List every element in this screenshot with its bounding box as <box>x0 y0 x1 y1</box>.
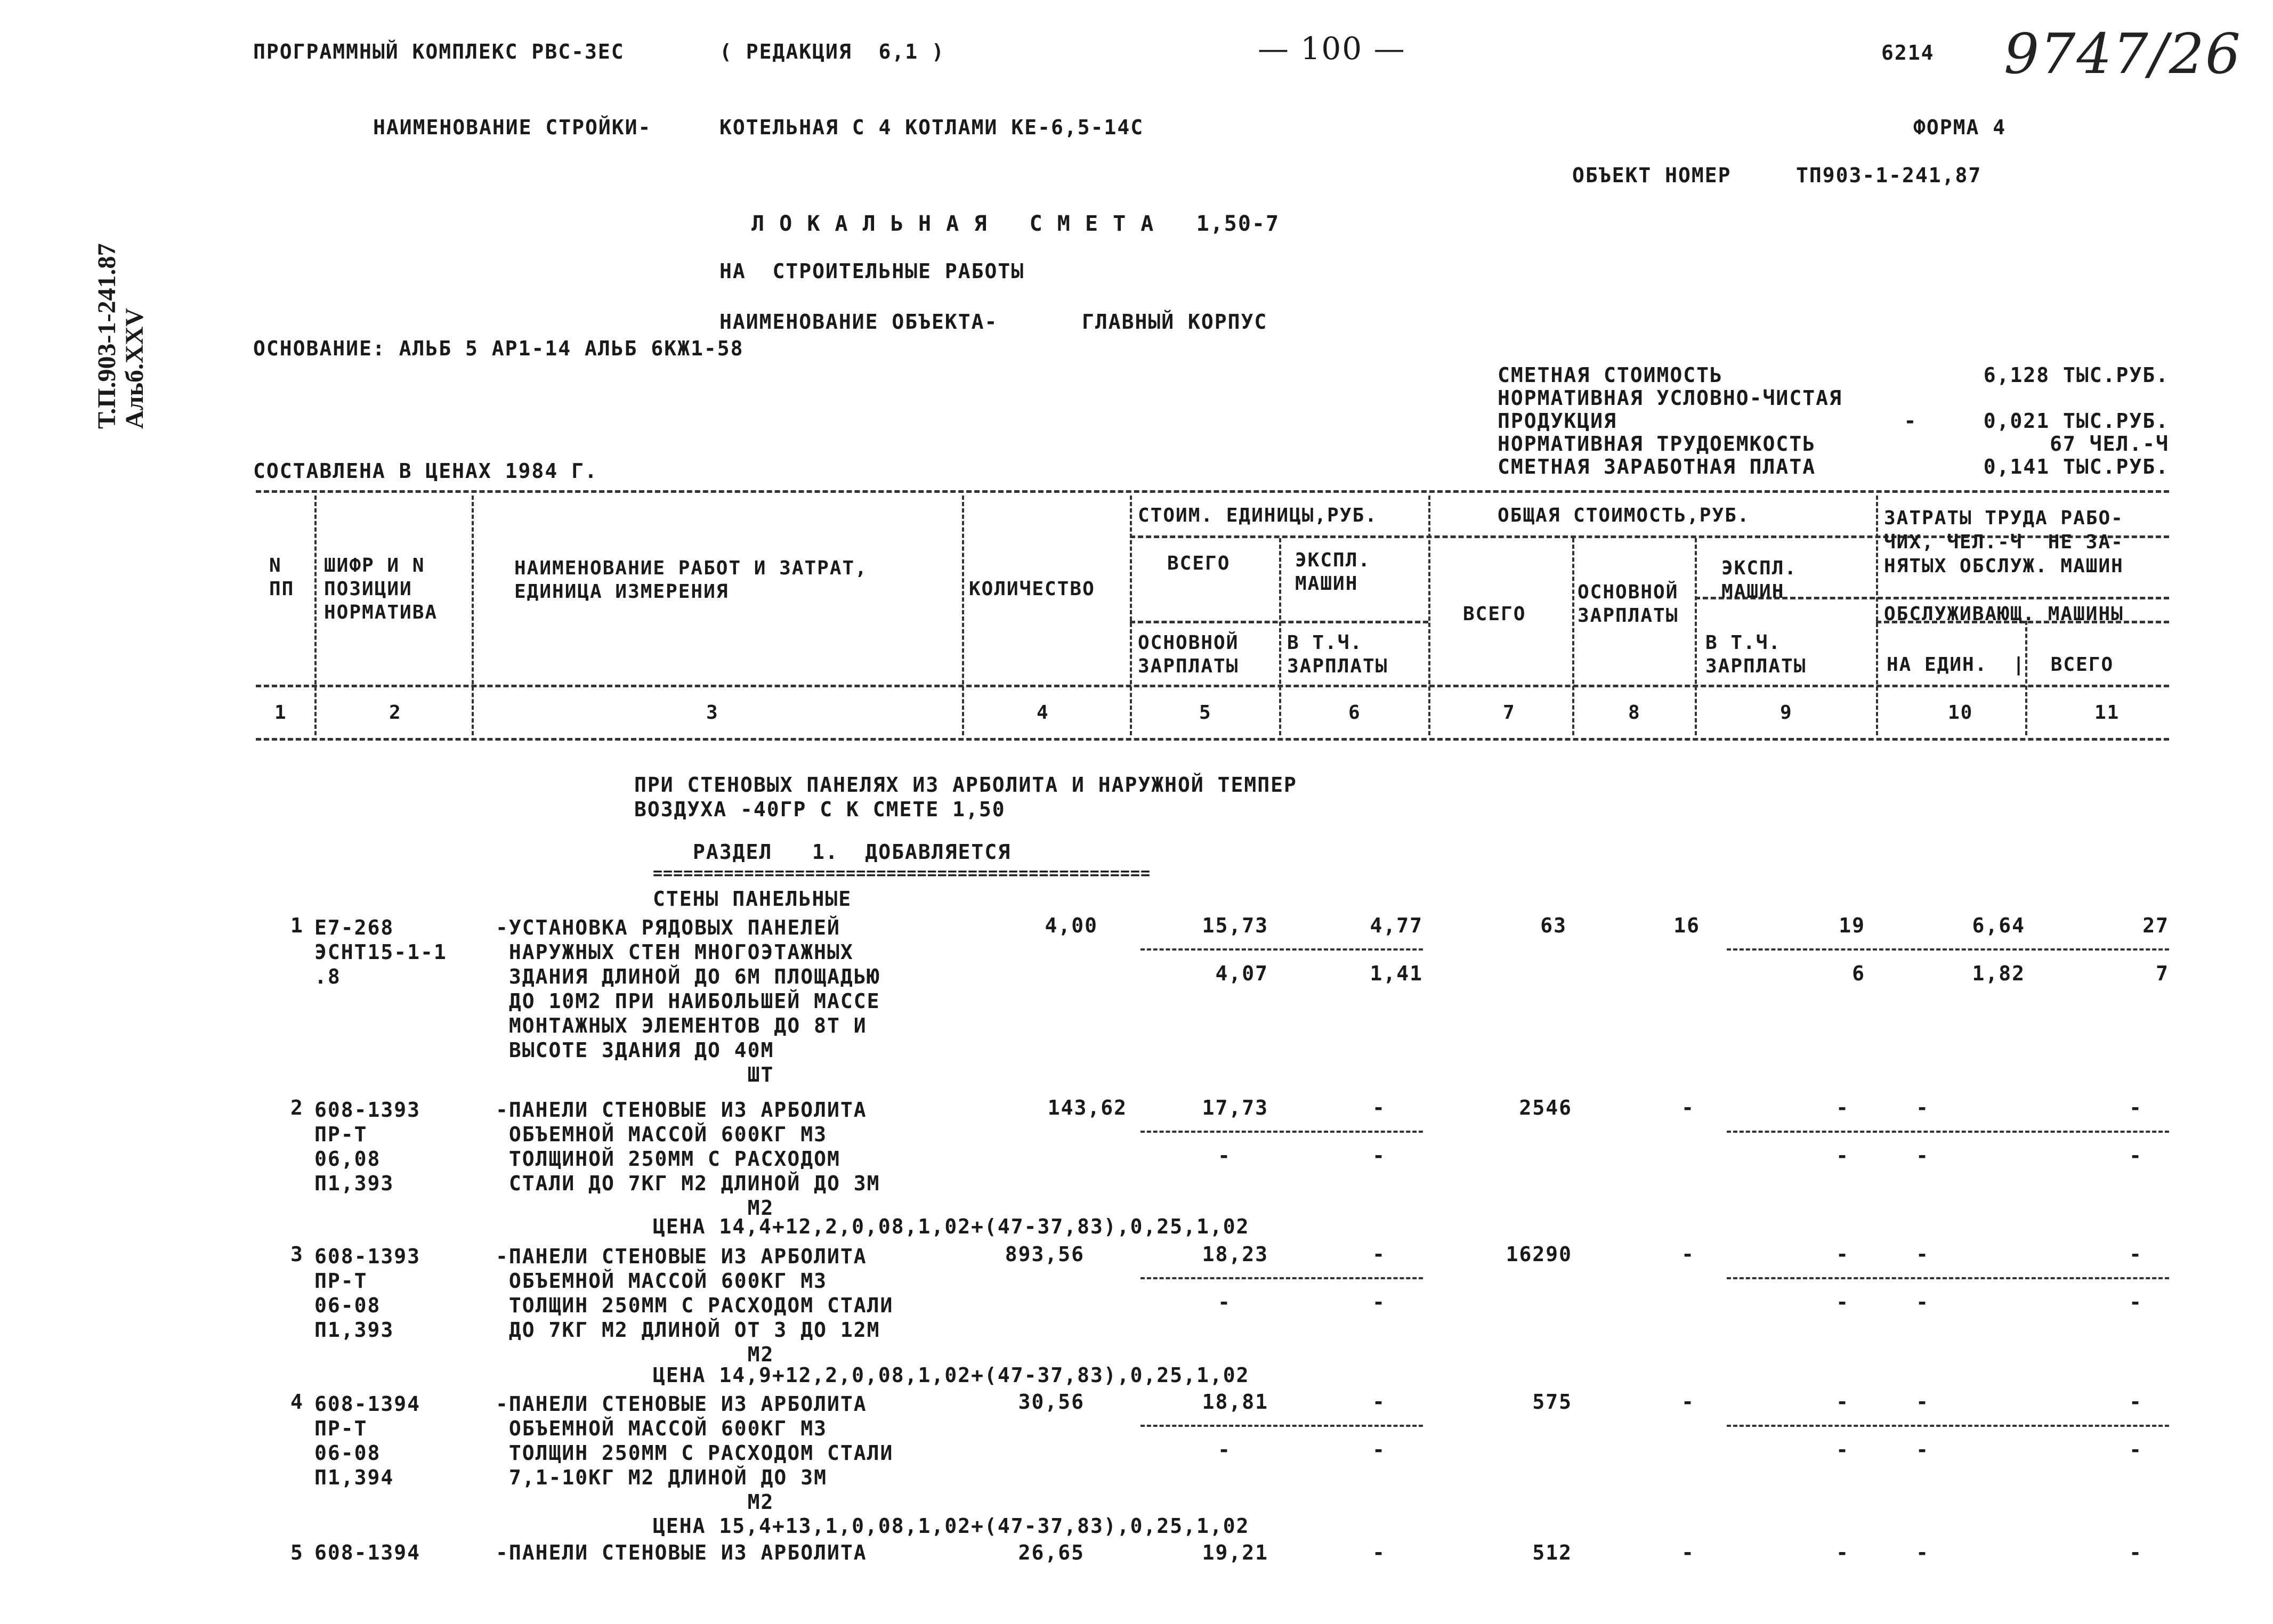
row-unit-salary: - <box>1218 1290 1231 1314</box>
table-top-rule <box>256 490 2169 493</box>
row-total: 63 <box>1540 914 1567 937</box>
row-maint-total: 7 <box>2156 962 2169 985</box>
document-code: 6214 <box>1881 41 1935 64</box>
row-unit-machine-salary: - <box>1372 1144 1386 1167</box>
summary-label: СМЕТНАЯ СТОИМОСТЬ <box>1498 363 1723 387</box>
subtotal-rule <box>1140 1277 1423 1279</box>
row-code: 608-1393 ПР-Т 06-08 П1,393 <box>314 1245 421 1342</box>
row-unit-total: 17,73 <box>1202 1096 1268 1119</box>
col-name-header: НАИМЕНОВАНИЕ РАБОТ И ЗАТРАТ, ЕДИНИЦА ИЗМЕРЕНИЯ <box>514 557 868 603</box>
col7-header: ВСЕГО <box>1463 603 1526 625</box>
column-number: 2 <box>389 702 402 724</box>
row-unit-machines: - <box>1372 1243 1386 1266</box>
handwritten-number: 9747/26 <box>2004 21 2242 86</box>
row-machine-salary: 6 <box>1852 962 1865 985</box>
row-maint-unit: 1,82 <box>1972 962 2025 985</box>
col-total-cost-header: ОБЩАЯ СТОИМОСТЬ,РУБ. <box>1498 505 1750 526</box>
column-divider <box>962 496 964 735</box>
row-total: 575 <box>1532 1390 1572 1414</box>
program-name: ПРОГРАММНЫЙ КОМПЛЕКС РВС-ЗЕС <box>253 40 625 63</box>
subtotal-rule <box>1727 1425 2169 1427</box>
row-maint-unit: - <box>1916 1438 1929 1461</box>
summary-label: НОРМАТИВНАЯ УСЛОВНО-ЧИСТАЯ <box>1498 386 1842 410</box>
row-unit-machines: - <box>1372 1541 1386 1564</box>
row-labor-unit: - <box>1916 1243 1929 1266</box>
row-labor-unit: - <box>1916 1390 1929 1414</box>
row-labor-total: - <box>2129 1096 2142 1119</box>
row-quantity: 143,62 <box>1047 1096 1127 1119</box>
col-unit-cost-header: СТОИМ. ЕДИНИЦЫ,РУБ. <box>1138 505 1378 526</box>
row-maint-total: - <box>2129 1438 2142 1461</box>
col9b-header: В Т.Ч. ЗАРПЛАТЫ <box>1705 632 1807 677</box>
row-unit-machine-salary: - <box>1372 1438 1386 1461</box>
row-unit-total: 18,23 <box>1202 1243 1268 1266</box>
section-note: ПРИ СТЕНОВЫХ ПАНЕЛЯХ ИЗ АРБОЛИТА И НАРУЖНОЙ ТЕМПЕР ВОЗДУХА -40ГР С К СМЕТЕ 1,50 <box>634 773 1297 821</box>
row-base-salary: 16 <box>1673 914 1700 937</box>
row-unit-machine-salary: - <box>1372 1290 1386 1314</box>
subtotal-rule <box>1140 948 1423 951</box>
column-number: 6 <box>1348 702 1361 724</box>
row-number: 5 <box>290 1541 304 1564</box>
row-code: 608-1393 ПР-Т 06,08 П1,393 <box>314 1098 421 1195</box>
column-number: 7 <box>1503 702 1516 724</box>
row-price-formula: ЦЕНА 15,4+13,1,0,08,1,02+(47-37,83),0,25,1,02 <box>653 1514 1250 1538</box>
column-number: 11 <box>2094 702 2120 724</box>
row-unit-machines: - <box>1372 1096 1386 1119</box>
document-subtitle: НА СТРОИТЕЛЬНЫЕ РАБОТЫ <box>719 259 1025 283</box>
row-quantity: 30,56 <box>1018 1390 1085 1414</box>
subtotal-rule <box>1140 1131 1423 1133</box>
col6b-header: В Т.Ч. ЗАРПЛАТЫ <box>1287 632 1388 677</box>
row-machines: - <box>1836 1096 1849 1119</box>
row-total: 512 <box>1532 1541 1572 1564</box>
col-code-header: ШИФР И N ПОЗИЦИИ НОРМАТИВА <box>324 555 438 623</box>
column-number: 1 <box>274 702 287 724</box>
col-quantity-header: КОЛИЧЕСТВО <box>969 578 1095 600</box>
row-machines: - <box>1836 1541 1849 1564</box>
row-number: 4 <box>290 1390 304 1414</box>
col8-header: ОСНОВНОЙ ЗАРПЛАТЫ <box>1578 581 1679 627</box>
group-title: СТЕНЫ ПАНЕЛЬНЫЕ <box>653 887 852 911</box>
column-divider <box>314 496 317 735</box>
object-name-label: НАИМЕНОВАНИЕ ОБЪЕКТА- <box>719 310 998 334</box>
row-description: -ПАНЕЛИ СТЕНОВЫЕ ИЗ АРБОЛИТА ОБЪЕМНОЙ МАССОЙ 600КГ М3 ТОЛЩИНОЙ 250ММ С РАСХОДОМ СТАЛИ ДО 7КГ М2 ДЛИНОЙ ДО 3М М2 <box>496 1098 880 1220</box>
row-labor-unit: - <box>1916 1096 1929 1119</box>
column-divider <box>1130 496 1132 735</box>
row-code: 608-1394 ПР-Т 06-08 П1,394 <box>314 1392 421 1489</box>
row-unit-machines: - <box>1372 1390 1386 1414</box>
col-number-header: N ПП <box>269 555 295 600</box>
column-divider <box>1279 538 1281 735</box>
row-description: -ПАНЕЛИ СТЕНОВЫЕ ИЗ АРБОЛИТА ОБЪЕМНОЙ МАССОЙ 600КГ М3 ТОЛЩИН 250ММ С РАСХОДОМ СТАЛИ ДО 7КГ М2 ДЛИНОЙ ОТ 3 ДО 12М М2 <box>496 1245 894 1366</box>
column-number: 10 <box>1948 702 1973 724</box>
row-base-salary: - <box>1681 1390 1695 1414</box>
row-quantity: 4,00 <box>1045 914 1098 937</box>
column-divider <box>1428 496 1430 735</box>
summary-value: - 0,021 ТЫС.РУБ. <box>1904 409 2169 433</box>
column-divider <box>1572 538 1574 735</box>
subtotal-rule <box>1727 1131 2169 1133</box>
construction-value: КОТЕЛЬНАЯ С 4 КОТЛАМИ КЕ-6,5-14С <box>719 116 1144 139</box>
summary-label: СМЕТНАЯ ЗАРАБОТНАЯ ПЛАТА <box>1498 455 1816 478</box>
construction-label: НАИМЕНОВАНИЕ СТРОЙКИ- <box>373 116 652 139</box>
row-quantity: 26,65 <box>1018 1541 1085 1564</box>
row-number: 3 <box>290 1243 304 1266</box>
column-number: 3 <box>706 702 719 724</box>
col5-header: ВСЕГО <box>1167 553 1231 574</box>
row-unit-salary: 4,07 <box>1215 962 1268 985</box>
row-code: 608-1394 <box>314 1541 421 1564</box>
document-title: Л О К А Л Ь Н А Я С М Е Т А 1,50-7 <box>751 212 1280 236</box>
object-name-value: ГЛАВНЫЙ КОРПУС <box>1082 310 1268 334</box>
row-machines: - <box>1836 1243 1849 1266</box>
col5b-header: ОСНОВНОЙ ЗАРПЛАТЫ <box>1138 632 1239 677</box>
column-divider <box>2025 621 2027 735</box>
column-number: 4 <box>1037 702 1049 724</box>
row-machine-salary: - <box>1836 1438 1849 1461</box>
subtotal-rule <box>1727 948 2169 951</box>
table-number-rule <box>256 738 2169 741</box>
column-divider <box>472 496 474 735</box>
row-unit-machine-salary: 1,41 <box>1370 962 1423 985</box>
row-base-salary: - <box>1681 1541 1695 1564</box>
row-unit-total: 19,21 <box>1202 1541 1268 1564</box>
compiled-prices: СОСТАВЛЕНА В ЦЕНАХ 1984 Г. <box>253 459 598 483</box>
row-labor-unit: - <box>1916 1541 1929 1564</box>
row-labor-total: 27 <box>2142 914 2169 937</box>
col9-header: ЭКСПЛ. МАШИН <box>1721 557 1798 603</box>
summary-value: 0,141 ТЫС.РУБ. <box>1983 455 2169 478</box>
row-machines: - <box>1836 1390 1849 1414</box>
row-code: Е7-268 ЭСНТ15-1-1 .8 <box>314 916 447 988</box>
row-total: 2546 <box>1519 1096 1572 1119</box>
row-maint-total: - <box>2129 1290 2142 1314</box>
column-divider <box>1876 496 1878 735</box>
object-number-value: ТП903-1-241,87 <box>1796 164 1982 187</box>
row-unit-salary: - <box>1218 1438 1231 1461</box>
col10b-header: НА ЕДИН. | ВСЕГО <box>1887 654 2114 676</box>
row-base-salary: - <box>1681 1096 1695 1119</box>
summary-label: ПРОДУКЦИЯ <box>1498 409 1617 433</box>
edition: ( РЕДАКЦИЯ 6,1 ) <box>719 40 945 63</box>
row-quantity: 893,56 <box>1005 1243 1085 1266</box>
subtotal-rule <box>1727 1277 2169 1279</box>
row-unit-total: 15,73 <box>1202 914 1268 937</box>
row-labor-total: - <box>2129 1243 2142 1266</box>
summary-label: НОРМАТИВНАЯ ТРУДОЕМКОСТЬ <box>1498 432 1816 456</box>
row-number: 1 <box>290 914 304 937</box>
col6-header: ЭКСПЛ. МАШИН <box>1295 549 1371 595</box>
row-description: -ПАНЕЛИ СТЕНОВЫЕ ИЗ АРБОЛИТА ОБЪЕМНОЙ МАССОЙ 600КГ М3 ТОЛЩИН 250ММ С РАСХОДОМ СТАЛИ 7,1-10КГ М2 ДЛИНОЙ ДО 3М М2 <box>496 1392 894 1514</box>
table-header-rule <box>256 685 2169 687</box>
row-price-formula: ЦЕНА 14,4+12,2,0,08,1,02+(47-37,83),0,25,1,02 <box>653 1215 1250 1238</box>
row-description: -ПАНЕЛИ СТЕНОВЫЕ ИЗ АРБОЛИТА <box>496 1541 867 1564</box>
basis: ОСНОВАНИЕ: АЛЬБ 5 АР1-14 АЛЬБ 6КЖ1-58 <box>253 337 744 360</box>
row-machine-salary: - <box>1836 1290 1849 1314</box>
column-divider <box>1695 538 1697 735</box>
subtotal-rule <box>1140 1425 1423 1427</box>
row-labor-unit: 6,64 <box>1972 914 2025 937</box>
summary-value: 67 ЧЕЛ.-Ч <box>2050 432 2169 456</box>
row-base-salary: - <box>1681 1243 1695 1266</box>
col-labor-header: ЗАТРАТЫ ТРУДА РАБО- ЧИХ, ЧЕЛ.-Ч НЕ ЗА- НЯТЫХ ОБСЛУЖ. МАШИН <box>1884 507 2124 577</box>
section-underline: ================================================= <box>653 864 1151 883</box>
page-number: — 100 — <box>1258 30 1406 67</box>
row-maint-unit: - <box>1916 1144 1929 1167</box>
side-document-code: Т.П.903-1-241.87 Альб.XXV <box>93 243 149 429</box>
row-price-formula: ЦЕНА 14,9+12,2,0,08,1,02+(47-37,83),0,25,1,02 <box>653 1363 1250 1387</box>
row-maint-total: - <box>2129 1144 2142 1167</box>
row-machine-salary: - <box>1836 1144 1849 1167</box>
row-labor-total: - <box>2129 1390 2142 1414</box>
section-title: РАЗДЕЛ 1. ДОБАВЛЯЕТСЯ <box>693 840 1012 864</box>
col10-header: ОБСЛУЖИВАЮЩ. МАШИНЫ <box>1884 603 2124 625</box>
row-total: 16290 <box>1506 1243 1572 1266</box>
object-number-label: ОБЪЕКТ НОМЕР <box>1572 164 1732 187</box>
row-unit-machines: 4,77 <box>1370 914 1423 937</box>
row-labor-total: - <box>2129 1541 2142 1564</box>
column-number: 5 <box>1199 702 1212 724</box>
summary-value: 6,128 ТЫС.РУБ. <box>1983 363 2169 387</box>
row-description: -УСТАНОВКА РЯДОВЫХ ПАНЕЛЕЙ НАРУЖНЫХ СТЕН МНОГОЭТАЖНЫХ ЗДАНИЯ ДЛИНОЙ ДО 6М ПЛОЩАДЬЮ ДО 10М2 ПРИ НАИБОЛЬШЕЙ МАССЕ МОНТАЖНЫХ ЭЛЕМЕНТОВ ДО 8Т И ВЫСОТЕ ЗДАНИЯ ДО 40М ШТ <box>496 916 880 1086</box>
column-number: 9 <box>1780 702 1793 724</box>
row-maint-unit: - <box>1916 1290 1929 1314</box>
row-machines: 19 <box>1839 914 1865 937</box>
form-label: ФОРМА 4 <box>1913 116 2007 139</box>
row-unit-total: 18,81 <box>1202 1390 1268 1414</box>
column-number: 8 <box>1628 702 1641 724</box>
row-number: 2 <box>290 1096 304 1119</box>
row-unit-salary: - <box>1218 1144 1231 1167</box>
